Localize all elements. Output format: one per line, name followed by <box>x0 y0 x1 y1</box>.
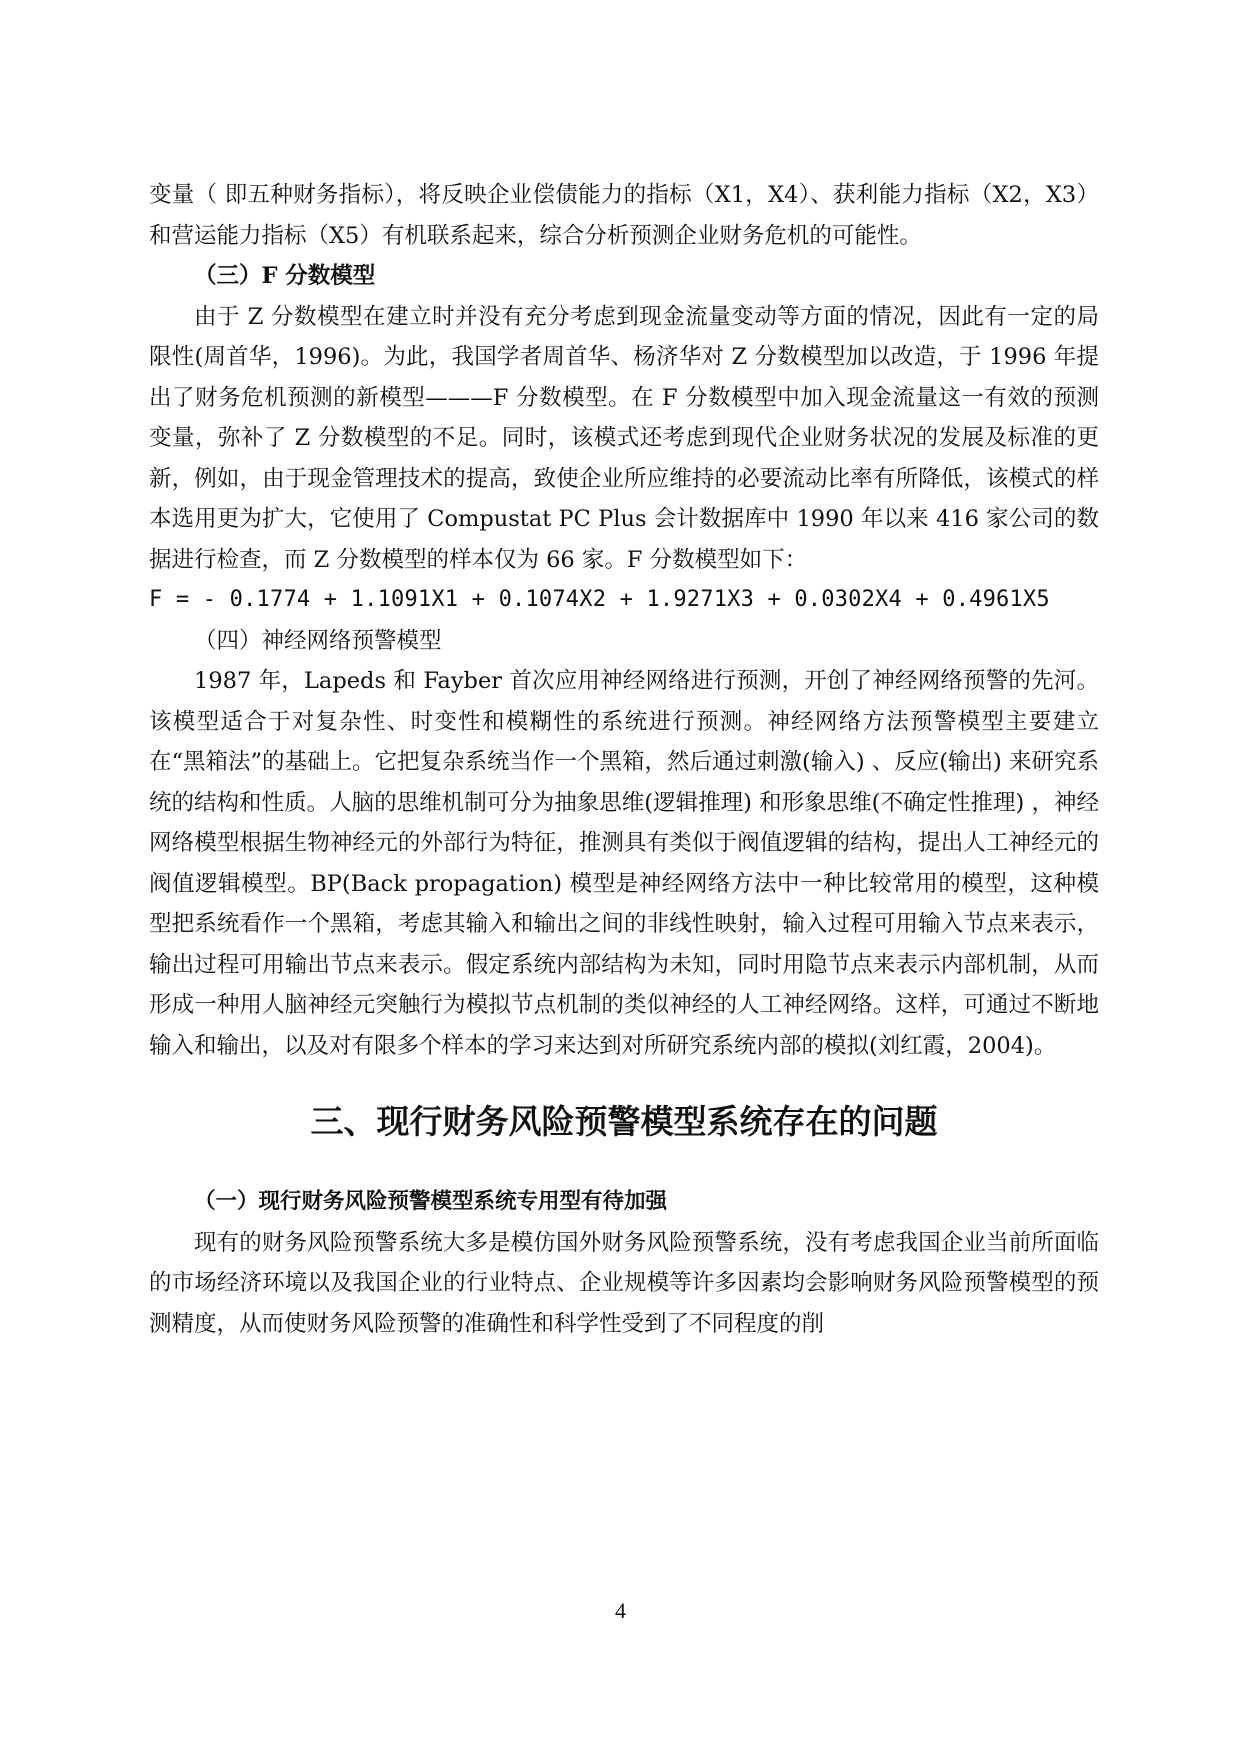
heading-specificity-problem: （一）现行财务风险预警模型系统专用型有待加强 <box>194 1189 668 1214</box>
page-number: 4 <box>615 1598 626 1623</box>
heading-neural-network-model: （四）神经网络预警模型 <box>194 627 442 654</box>
section-title: 三、现行财务风险预警模型系统存在的问题 <box>310 1102 938 1141</box>
paragraph-specificity-problem: 现有的财务风险预警系统大多是模仿国外财务风险预警系统，没有考虑我国企业当前所面临的市场经济环境以及我国企业的行业特点、企业规模等许多因素均会影响财务风险预警模型的预测精度，从而使财务风险预警的准确性和科学性受到了不同程度的削 <box>149 1229 1099 1337</box>
paragraph-neural-network-model: 1987 年，Lapeds 和 Fayber 首次应用神经网络进行预测，开创了神经网络预警的先河。该模型适合于对复杂性、时变性和模糊性的系统进行预测。神经网络方法预警模型主要建立在“黑箱法”的基础上。它把复杂系统当作一个黑箱，然后通过刺激(输入) 、反应(输出) 来研究系统的结构和性质。人脑的思维机制可分为抽象思维(逻辑推理) 和形象思维(不确定性推理) ，神经网络模型根据生物神经元的外部行为特征，推测具有类似于阀值逻辑的结构，提出人工神经元的阀值逻辑模型。BP(Back propagation) 模型是神经网络方法中一种比较常用的模型，这种模型把系统看作一个黑箱，考虑其输入和输出之间的非线性映射，输入过程可用输入节点来表示，输出过程可用输出节点来表示。假定系统内部结构为未知，同时用隐节点来表示内部机制，从而形成一种用人脑神经元突触行为模拟节点机制的类似神经的人工神经网络。这样，可通过不断地输入和输出，以及对有限多个样本的学习来达到对所研究系统内部的模拟(刘红霞，2004)。 <box>149 668 1099 1059</box>
formula-f-score: F = - 0.1774 + 1.1091X1 + 0.1074X2 + 1.9271X3 + 0.0302X4 + 0.4961X5 <box>149 587 1050 612</box>
paragraph-z-model-end: 变量（ 即五种财务指标），将反映企业偿债能力的指标（X1，X4）、获利能力指标（X2，X3）和营运能力指标（X5）有机联系起来，综合分析预测企业财务危机的可能性。 <box>149 182 1099 249</box>
paragraph-f-score-model: 由于 Z 分数模型在建立时并没有充分考虑到现金流量变动等方面的情况，因此有一定的局限性(周首华，1996)。为此，我国学者周首华、杨济华对 Z 分数模型加以改造，于 1996 年提出了财务危机预测的新模型———F 分数模型。在 F 分数模型中加入现金流量这一有效的预测变量，弥补了 Z 分数模型的不足。同时，该模式还考虑到现代企业财务状况的发展及标准的更新，例如，由于现金管理技术的提高，致使企业所应维持的必要流动比率有所降低，该模式的样本选用更为扩大，它使用了 Compustat PC Plus 会计数据库中 1990 年以来 416 家公司的数据进行检查，而 Z 分数模型的样本仅为 66 家。F 分数模型如下： <box>149 303 1099 573</box>
page-content <box>149 175 1099 1344</box>
heading-f-score-model: （三）F 分数模型 <box>194 263 376 289</box>
